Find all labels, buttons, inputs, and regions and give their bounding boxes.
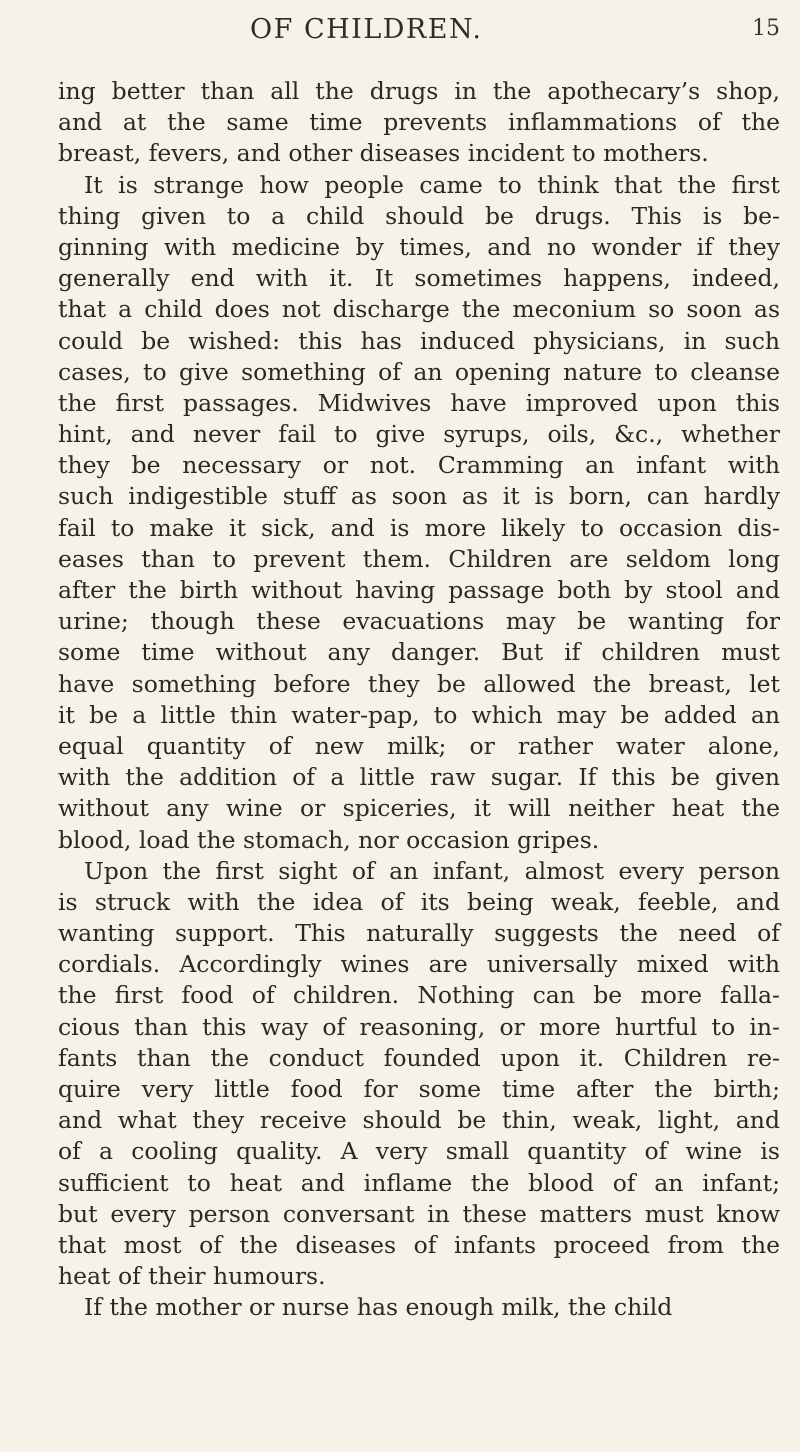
text-line: could be wished: this has induced physicians, in such: [58, 326, 780, 355]
text-line: blood, load the stomach, nor occasion gripes.: [58, 825, 600, 854]
text-line: ginning with medicine by times, and no wonder if they: [58, 232, 780, 261]
text-line: of a cooling quality. A very small quantity of wine is: [58, 1137, 780, 1166]
text-line: such indigestible stuff as soon as it is born, can hardly: [58, 482, 780, 511]
text-line: it be a little thin water-pap, to which may be added an: [58, 700, 780, 729]
text-line: hint, and never fail to give syrups, oils, &c., whether: [58, 420, 780, 449]
text-line: It is strange how people came to think that the first: [84, 170, 780, 199]
text-line: fants than the conduct founded upon it. Children re-: [58, 1043, 780, 1072]
text-line: and at the same time prevents inflammations of the: [58, 108, 780, 137]
page-number: 15: [752, 16, 780, 41]
text-line: after the birth without having passage both by stool and: [58, 576, 780, 604]
text-line: Upon the first sight of an infant, almost every person: [84, 856, 780, 885]
text-line: the first passages. Midwives have improved upon this: [58, 388, 780, 417]
text-line: have something before they be allowed the breast, let: [58, 669, 780, 698]
text-line: heat of their humours.: [58, 1262, 326, 1291]
text-line: without any wine or spiceries, it will neither heat the: [58, 794, 780, 823]
text-line: breast, fevers, and other diseases incident to mothers.: [58, 139, 709, 168]
text-line: cious than this way of reasoning, or more hurtful to in-: [58, 1012, 780, 1041]
text-line: quire very little food for some time after the birth;: [58, 1075, 780, 1103]
text-line: generally end with it. It sometimes happens, indeed,: [58, 264, 780, 293]
text-line: sufficient to heat and inflame the blood of an infant;: [58, 1168, 780, 1197]
text-line: some time without any danger. But if children must: [58, 638, 780, 667]
text-line: ing better than all the drugs in the apothecary’s shop,: [58, 77, 780, 105]
text-line: is struck with the idea of its being weak, feeble, and: [58, 887, 780, 916]
text-line: but every person conversant in these matters must know: [58, 1199, 780, 1228]
text-line: and what they receive should be thin, weak, light, and: [58, 1106, 780, 1135]
text-line: cordials. Accordingly wines are universally mixed with: [58, 950, 780, 979]
body-text: [58, 76, 780, 1324]
text-line: that a child does not discharge the meconium so soon as: [58, 295, 780, 324]
text-line: equal quantity of new milk; or rather water alone,: [58, 731, 780, 760]
text-line: fail to make it sick, and is more likely to occasion dis-: [58, 513, 780, 542]
text-line: If the mother or nurse has enough milk, the child: [84, 1293, 673, 1322]
text-line: cases, to give something of an opening nature to cleanse: [58, 357, 780, 386]
text-line: they be necessary or not. Cramming an infant with: [58, 451, 780, 480]
text-line: with the addition of a little raw sugar. If this be given: [58, 763, 780, 792]
running-head: OF CHILDREN.: [250, 14, 483, 45]
text-line: wanting support. This naturally suggests the need of: [58, 919, 780, 948]
text-line: the first food of children. Nothing can be more falla-: [58, 981, 780, 1010]
text-line: that most of the diseases of infants proceed from the: [58, 1230, 780, 1259]
text-line: urine; though these evacuations may be wanting for: [58, 607, 780, 636]
text-line: eases than to prevent them. Children are seldom long: [58, 544, 780, 573]
text-line: thing given to a child should be drugs. This is be-: [58, 201, 780, 230]
